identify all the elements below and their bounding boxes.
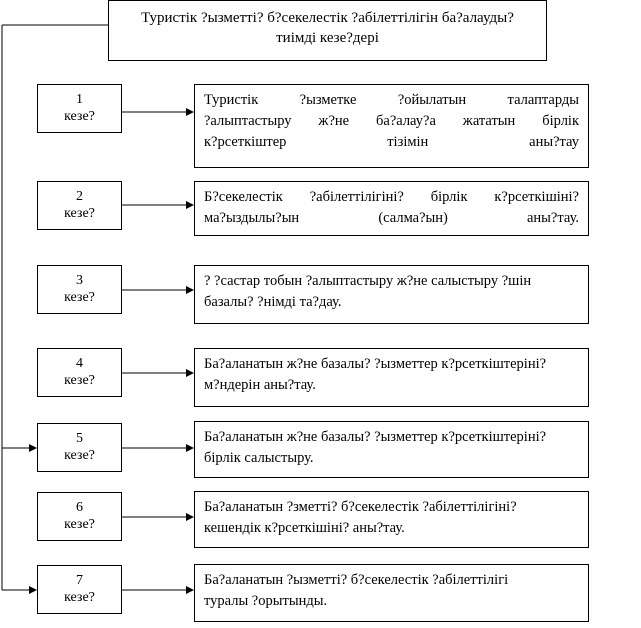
description-line: Ба?аланатын ж?не базалы? ?ызметтер к?рсеткіштеріні?	[204, 356, 547, 372]
title-box	[108, 0, 547, 61]
stage-description-6	[194, 491, 589, 548]
stage-box-2	[37, 181, 122, 230]
stage-box-6	[37, 492, 122, 541]
stage-number: 6	[76, 500, 83, 515]
description-line: бірлік салыстыру.	[204, 450, 314, 466]
stage-number: 1	[76, 92, 83, 107]
description-line: туралы ?орытынды.	[204, 593, 328, 609]
description-line: Ба?аланатын ?зметті? б?секелестік ?абілеттілігіні?	[204, 499, 517, 515]
stage-description-4	[194, 348, 589, 407]
stage-label: кезе?	[64, 206, 95, 221]
stage-label: кезе?	[64, 517, 95, 532]
stage-description-7	[194, 564, 589, 622]
description-line: Туристік ?ызметке ?ойылатын талаптарды	[204, 92, 579, 108]
stage-box-1	[37, 84, 122, 133]
title-line-1: Туристік ?ызметті? б?секелестік ?абілеттілігін ба?алауды?	[141, 10, 514, 26]
stage-box-3	[37, 265, 122, 314]
stage-box-5	[37, 423, 122, 472]
description-line: к?рсеткіштер тізімін аны?тау	[204, 134, 579, 150]
stage-label: кезе?	[64, 448, 95, 463]
description-line: м?ндерін аны?тау.	[204, 377, 316, 393]
stage-number: 2	[76, 189, 83, 204]
description-line: кешендік к?рсеткішіні? аны?тау.	[204, 520, 405, 536]
stage-box-4	[37, 348, 122, 397]
stage-number: 4	[76, 356, 83, 371]
stage-description-1	[194, 84, 589, 168]
description-line: ?алыптастыру ж?не ба?алау?а жататын бірлік	[204, 113, 579, 129]
description-line: Ба?аланатын ж?не базалы? ?ызметтер к?рсеткіштеріні?	[204, 429, 547, 445]
stage-label: кезе?	[64, 109, 95, 124]
description-line: ? ?састар тобын ?алыптастыру ж?не салыстыру ?шін	[204, 273, 532, 289]
description-line: Б?секелестік ?абілеттілігіні? бірлік к?рсеткішіні?	[204, 189, 579, 205]
stage-box-7	[37, 565, 122, 614]
stage-description-5	[194, 421, 589, 478]
stage-label: кезе?	[64, 290, 95, 305]
description-line: ма?ыздылы?ын (салма?ын) аны?тау.	[204, 210, 579, 226]
stage-number: 5	[76, 431, 83, 446]
description-line: Ба?аланатын ?ызметті? б?секелестік ?абілеттілігі	[204, 572, 509, 588]
stage-label: кезе?	[64, 373, 95, 388]
stage-number: 3	[76, 273, 83, 288]
description-line: базалы? ?німді та?дау.	[204, 294, 342, 310]
stage-description-3	[194, 265, 589, 324]
title-line-2: тиімді кезе?дері	[276, 30, 379, 46]
stage-number: 7	[76, 573, 83, 588]
stage-label: кезе?	[64, 590, 95, 605]
stage-description-2	[194, 181, 589, 236]
